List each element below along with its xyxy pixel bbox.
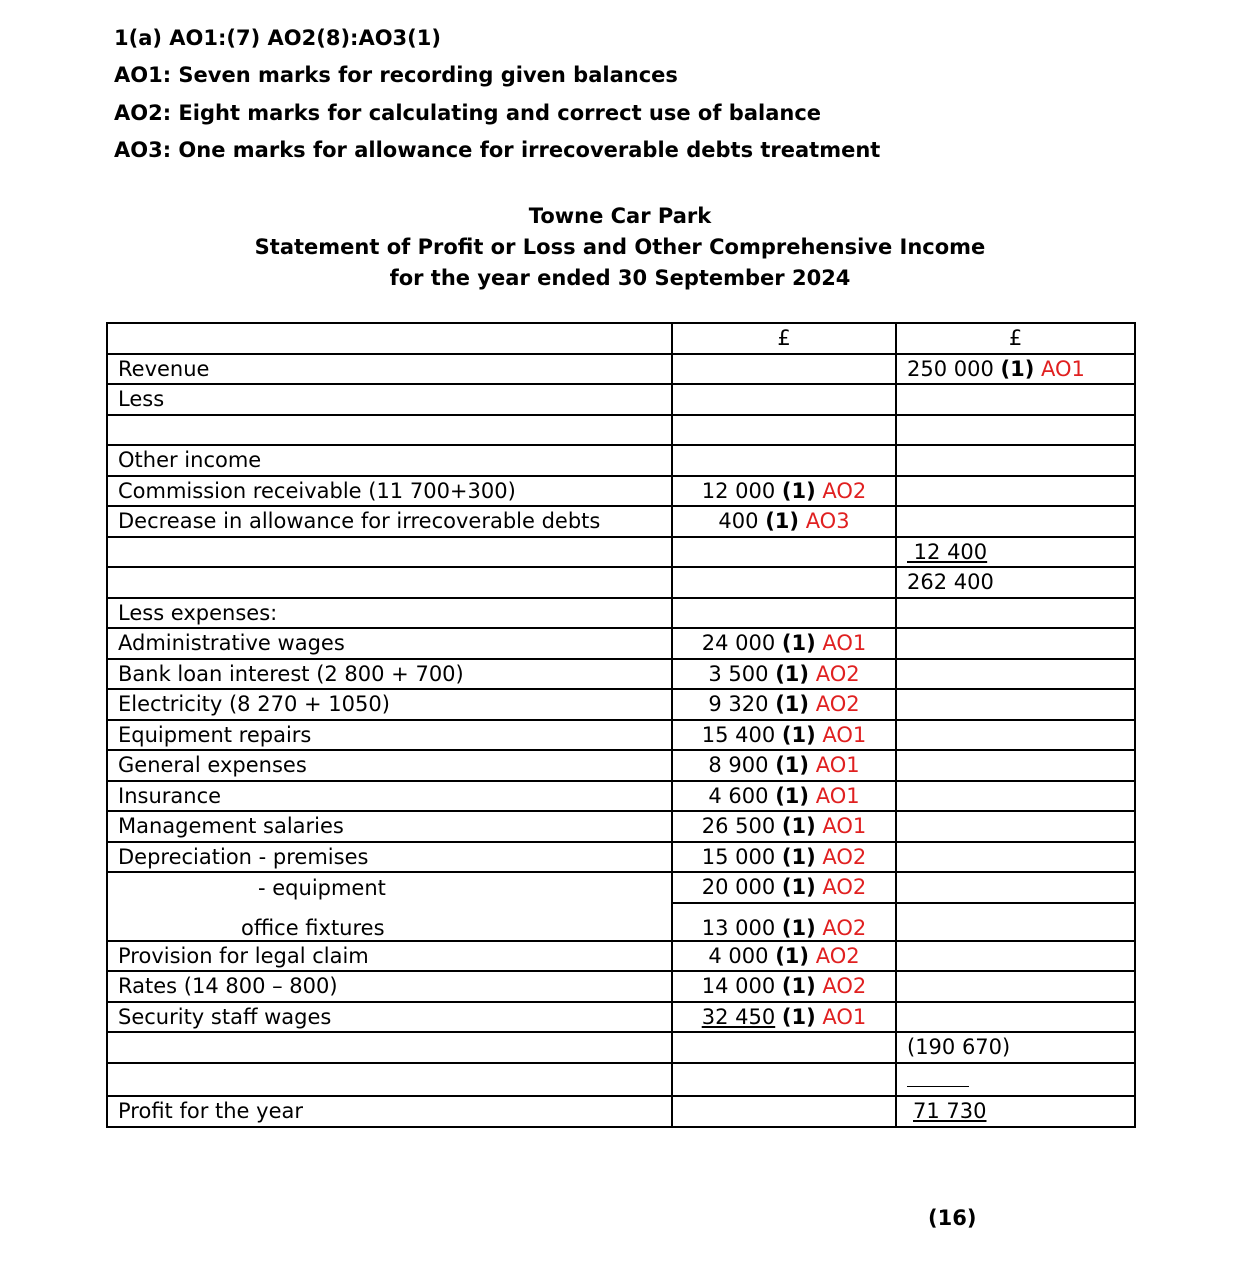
expense-label: Bank loan interest (2 800 + 700) [107,659,672,690]
mark-scheme-line-1: 1(a) AO1:(7) AO2(8):AO3(1) [114,26,441,50]
allowance-row [107,506,1135,537]
expense-value: 20 000 (1) AO2 [672,872,896,903]
revenue-row [107,354,1135,385]
mark-scheme-line-3: AO2: Eight marks for calculating and correct use of balance [114,101,822,125]
expense-row [107,689,1135,720]
income-total-row [107,537,1135,568]
other-income-row [107,445,1135,476]
expense-row [107,1002,1135,1033]
expense-row [107,941,1135,972]
total-rule [896,1063,1135,1097]
table-header-row [107,323,1135,354]
expense-value: 13 000 (1) AO2 [672,903,896,941]
expense-label: Equipment repairs [107,720,672,751]
expense-label: Rates (14 800 – 800) [107,971,672,1002]
revenue-value: 250 000 (1) AO1 [896,354,1135,385]
expense-value: 4 600 (1) AO1 [672,781,896,812]
total-marks: (16) [928,1206,977,1230]
expense-row [107,903,1135,941]
expense-value: 32 450 (1) AO1 [672,1002,896,1033]
label-header [107,323,672,354]
column-3-header: £ [896,323,1135,354]
profit-label: Profit for the year [107,1096,672,1127]
expense-label: Provision for legal claim [107,941,672,972]
expense-label: Security staff wages [107,1002,672,1033]
gross-total-row [107,567,1135,598]
income-statement-table [106,322,1136,1128]
gross-total-value: 262 400 [896,567,1135,598]
revenue-label: Revenue [107,354,672,385]
mark-scheme-line-4: AO3: One marks for allowance for irrecoverable debts treatment [114,138,881,162]
expense-row [107,971,1135,1002]
less-expenses-label: Less expenses: [107,598,672,629]
blank-row [107,415,1135,446]
statement-title: Statement of Profit or Loss and Other Comprehensive Income [254,235,986,259]
expenses-total-row [107,1032,1135,1063]
expense-value: 15 000 (1) AO2 [672,842,896,873]
expense-row [107,628,1135,659]
expense-label: Management salaries [107,811,672,842]
expense-value: 9 320 (1) AO2 [672,689,896,720]
expenses-total-value: (190 670) [896,1032,1135,1063]
other-income-label: Other income [107,445,672,476]
less-row [107,384,1135,415]
expense-value: 8 900 (1) AO1 [672,750,896,781]
less-expenses-row [107,598,1135,629]
expense-value: 24 000 (1) AO1 [672,628,896,659]
expense-row [107,842,1135,873]
expense-label: Depreciation - premises [107,842,672,873]
statement-period: for the year ended 30 September 2024 [389,266,851,290]
expense-row [107,659,1135,690]
expense-value: 26 500 (1) AO1 [672,811,896,842]
expense-label: - equipment [107,872,672,903]
allowance-label: Decrease in allowance for irrecoverable debts [107,506,672,537]
expense-label: Administrative wages [107,628,672,659]
expense-label: office fixtures [107,903,672,941]
expense-label: Electricity (8 270 + 1050) [107,689,672,720]
profit-row [107,1096,1135,1127]
expense-value: 15 400 (1) AO1 [672,720,896,751]
expense-value: 14 000 (1) AO2 [672,971,896,1002]
less-label: Less [107,384,672,415]
expense-row [107,872,1135,903]
allowance-value: 400 (1) AO3 [672,506,896,537]
expense-label: Insurance [107,781,672,812]
expense-value: 3 500 (1) AO2 [672,659,896,690]
business-name: Towne Car Park [528,204,712,228]
commission-value: 12 000 (1) AO2 [672,476,896,507]
commission-row [107,476,1135,507]
blank-row [107,1063,1135,1097]
profit-value: 71 730 [896,1096,1135,1127]
expense-row [107,750,1135,781]
commission-label: Commission receivable (11 700+300) [107,476,672,507]
expense-row [107,811,1135,842]
expense-row [107,720,1135,751]
expense-value: 4 000 (1) AO2 [672,941,896,972]
column-2-header: £ [672,323,896,354]
expense-row [107,781,1135,812]
mark-scheme-line-2: AO1: Seven marks for recording given balances [114,63,678,87]
expense-label: General expenses [107,750,672,781]
income-total-value: 12 400 [896,537,1135,568]
